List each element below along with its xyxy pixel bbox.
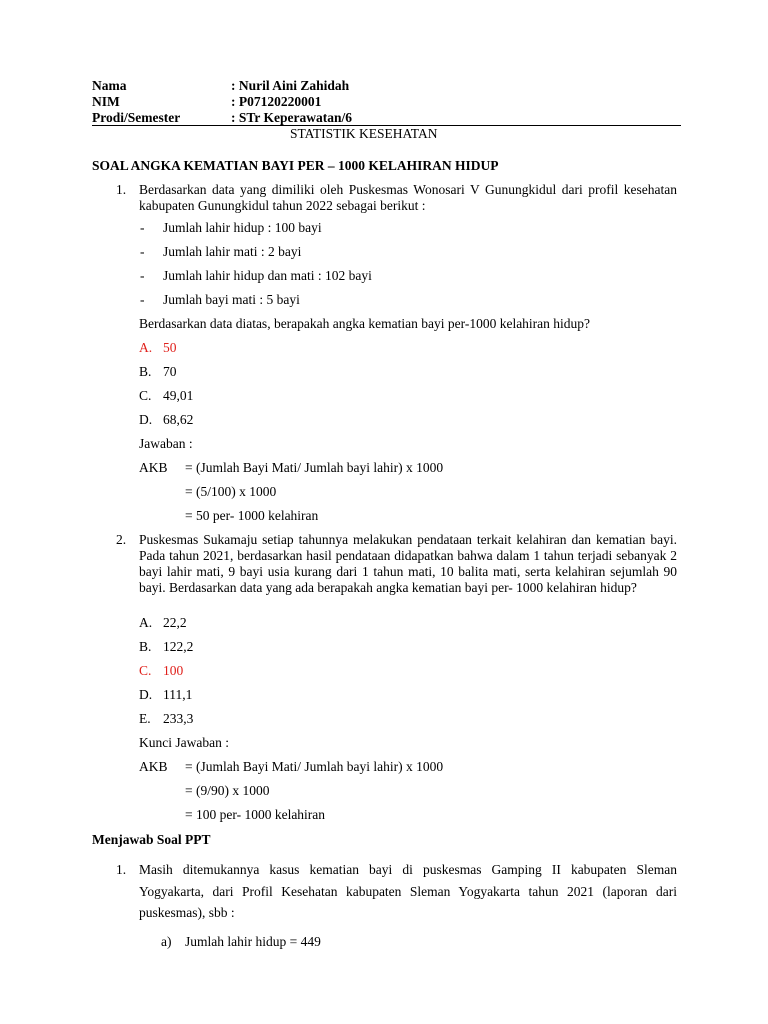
- question-number: 1.: [116, 862, 127, 877]
- section-heading: Menjawab Soal PPT: [92, 832, 211, 847]
- answer-label: Jawaban :: [139, 436, 193, 451]
- list-item: Jumlah lahir hidup : 100 bayi: [163, 220, 322, 235]
- question-number: 2.: [116, 532, 127, 547]
- section-heading: SOAL ANGKA KEMATIAN BAYI PER – 1000 KELAHIRAN HIDUP: [92, 158, 499, 173]
- formula-line: = (Jumlah Bayi Mati/ Jumlah bayi lahir) x 1000: [185, 759, 444, 774]
- option-text: 70: [163, 364, 177, 379]
- option-letter: E.: [139, 711, 151, 726]
- header-label-prodi: Prodi/Semester: [92, 110, 181, 125]
- formula-line: = (5/100) x 1000: [185, 484, 277, 499]
- header-value-nim: : P07120220001: [231, 94, 322, 109]
- option-letter: A.: [139, 340, 153, 355]
- list-dash: -: [140, 268, 145, 283]
- list-item: Jumlah lahir hidup dan mati : 102 bayi: [163, 268, 372, 283]
- formula-line: = (Jumlah Bayi Mati/ Jumlah bayi lahir) x 1000: [185, 460, 444, 475]
- header-value-prodi: : STr Keperawatan/6: [231, 110, 352, 125]
- list-dash: -: [140, 220, 145, 235]
- option-text-correct: 100: [163, 663, 184, 678]
- list-item: Jumlah bayi mati : 5 bayi: [163, 292, 300, 307]
- option-letter: B.: [139, 364, 152, 379]
- option-text: 111,1: [163, 687, 193, 702]
- list-item: Jumlah lahir hidup = 449: [185, 934, 321, 949]
- question-text: Puskesmas Sukamaju setiap tahunnya melakukan pendataan terkait kelahiran dan kematian bayi. Pada tahun 2021, berdasarkan hasil pendataan didapatkan bahwa dalam 1 tahun terjadi sebanyak 2 bayi lahir mati, 9 bayi usia kurang dari 1 tahun mati, 10 balita mati, serta kelahiran sejumlah 90 bayi. Berdasarkan data yang ada berapakah angka kematian bayi per- 1000 kelahiran hidup?: [139, 532, 677, 595]
- option-letter: D.: [139, 687, 153, 702]
- list-letter: a): [161, 934, 172, 949]
- option-letter: A.: [139, 615, 153, 630]
- header-label-nim: NIM: [92, 94, 120, 109]
- header-label-nama: Nama: [92, 78, 127, 93]
- option-letter: B.: [139, 639, 152, 654]
- option-letter: D.: [139, 412, 153, 427]
- list-dash: -: [140, 292, 145, 307]
- option-letter: C.: [139, 388, 152, 403]
- question-text: Masih ditemukannya kasus kematian bayi di puskesmas Gamping II kabupaten Sleman Yogyakarta, dari Profil Kesehatan kabupaten Sleman Yogyakarta tahun 2021 (laporan dari puskesmas), sbb :: [139, 862, 677, 920]
- document-title: STATISTIK KESEHATAN: [290, 126, 438, 141]
- option-text: 233,3: [163, 711, 194, 726]
- formula-lhs: AKB: [139, 759, 168, 774]
- option-text: 22,2: [163, 615, 187, 630]
- option-text: 68,62: [163, 412, 194, 427]
- question-prompt: Berdasarkan data diatas, berapakah angka kematian bayi per-1000 kelahiran hidup?: [139, 316, 591, 331]
- answer-label: Kunci Jawaban :: [139, 735, 229, 750]
- option-text-correct: 50: [163, 340, 177, 355]
- header-value-nama: : Nuril Aini Zahidah: [231, 78, 350, 93]
- list-item: Jumlah lahir mati : 2 bayi: [163, 244, 302, 259]
- formula-line: = 50 per- 1000 kelahiran: [185, 508, 319, 523]
- option-text: 49,01: [163, 388, 194, 403]
- question-number: 1.: [116, 182, 127, 197]
- option-text: 122,2: [163, 639, 194, 654]
- list-dash: -: [140, 244, 145, 259]
- formula-line: = (9/90) x 1000: [185, 783, 270, 798]
- option-letter: C.: [139, 663, 152, 678]
- question-text: Berdasarkan data yang dimiliki oleh Puskesmas Wonosari V Gunungkidul dari profil kesehatan kabupaten Gunungkidul tahun 2022 sebagai berikut :: [139, 182, 677, 213]
- formula-line: = 100 per- 1000 kelahiran: [185, 807, 326, 822]
- formula-lhs: AKB: [139, 460, 168, 475]
